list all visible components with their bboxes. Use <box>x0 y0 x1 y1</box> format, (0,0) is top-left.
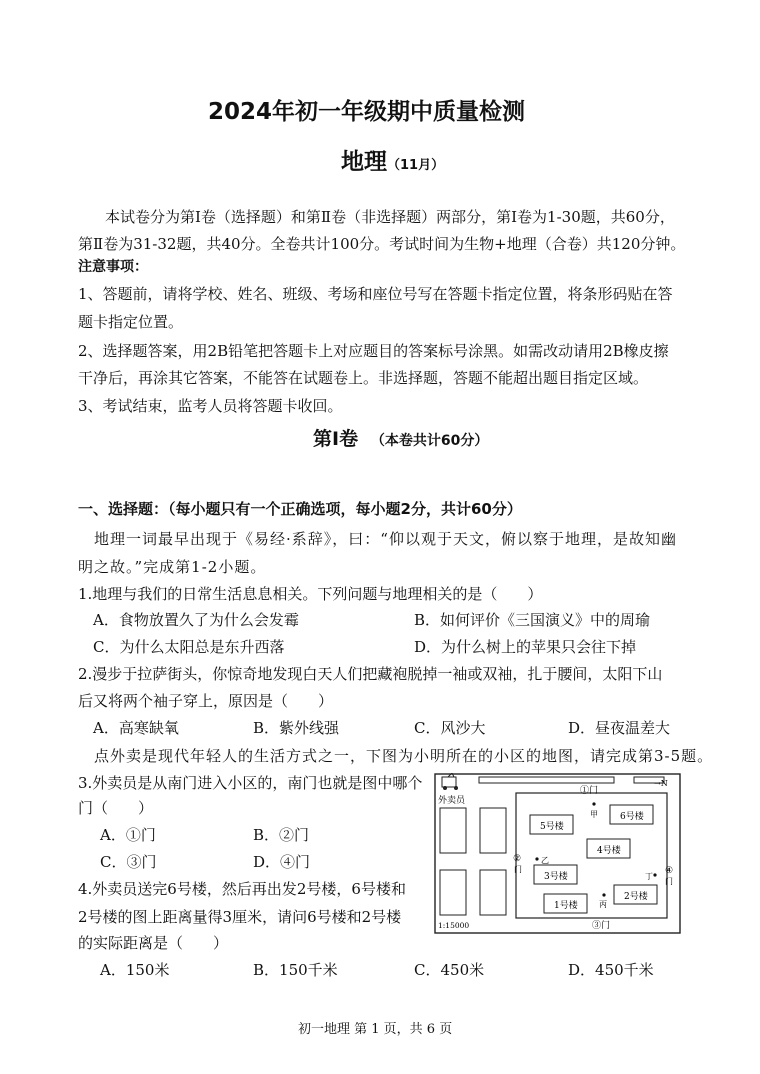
note-1a: 1、答题前，请将学校、姓名、班级、考场和座位号写在答题卡指定位置，将条形码贴在答 <box>78 285 673 303</box>
left-block-1 <box>440 808 466 853</box>
notes-heading: 注意事项： <box>78 259 148 275</box>
point-jia-dot <box>592 802 595 805</box>
q2-option-c: C．风沙大 <box>414 719 486 737</box>
note-2b: 干净后，再涂其它答案，不能答在试题卷上。非选择题，答题不能超出题目指定区域。 <box>78 369 649 387</box>
q3-stem-2: 门（ ） <box>78 799 154 817</box>
point-yi-dot <box>535 857 538 860</box>
intro-line-2: 第Ⅱ卷为31-32题，共40分。全卷共计100分。考试时间为生物+地理（合卷）共120分钟。 <box>78 235 686 253</box>
q3-option-c: C．③门 <box>100 853 157 871</box>
q4-stem-3: 的实际距离是（ ） <box>78 934 229 952</box>
section-title: 第Ⅰ卷 <box>313 428 359 450</box>
building-6-label: 6号楼 <box>620 812 644 822</box>
q2-option-b: B．紫外线强 <box>253 719 340 737</box>
q4-option-d: D．450千米 <box>568 961 654 979</box>
gate-1-label: ①门 <box>580 786 599 796</box>
building-2-label: 2号楼 <box>624 892 648 902</box>
q2-option-a: A．高寒缺氧 <box>93 719 179 737</box>
note-3: 3、考试结束，监考人员将答题卡收回。 <box>78 397 343 415</box>
q4-stem-2: 2号楼的图上距离量得3厘米，请问6号楼和2号楼 <box>78 908 402 926</box>
north-arrow: →N <box>654 779 668 788</box>
building-5-label: 5号楼 <box>540 822 564 832</box>
gate-3-label: ③门 <box>592 921 611 931</box>
q2-stem-1: 2.漫步于拉萨街头，你惊奇地发现白天人们把藏袍脱掉一袖或双袖，扎于腰间，太阳下山 <box>78 665 663 683</box>
point-ding-label: 丁 <box>645 872 653 881</box>
intro-line-1: 本试卷分为第Ⅰ卷（选择题）和第Ⅱ卷（非选择题）两部分，第Ⅰ卷为1-30题，共60分， <box>105 208 675 226</box>
q2-option-d: D．昼夜温差大 <box>568 719 671 737</box>
point-bing-dot <box>602 893 605 896</box>
subject-line <box>341 143 444 176</box>
q1-option-b: B．如何评价《三国演义》中的周瑜 <box>414 611 651 629</box>
top-wall-left <box>479 777 614 783</box>
q4-option-c: C．450米 <box>414 961 485 979</box>
part1-heading: 一、选择题：（每小题只有一个正确选项，每小题2分，共计60分） <box>78 500 522 518</box>
community-map <box>434 773 681 934</box>
section-heading <box>313 424 488 451</box>
building-4-label: 4号楼 <box>597 846 621 856</box>
point-yi-label: 乙 <box>541 856 549 865</box>
point-ding-dot <box>653 873 656 876</box>
q3-stem-1: 3.外卖员是从南门进入小区的，南门也就是图中哪个 <box>78 774 423 792</box>
q3-option-a: A．①门 <box>100 826 156 844</box>
passage2-line-1: 点外卖是现代年轻人的生活方式之一，下图为小明所在的小区的地图，请完成第3-5题。 <box>94 747 714 765</box>
note-2a: 2、选择题答案，用2B铅笔把答题卡上对应题目的答案标号涂黑。如需改动请用2B橡皮擦 <box>78 342 669 360</box>
q3-option-d: D．④门 <box>253 853 311 871</box>
gate-4-label: ④ <box>665 866 674 876</box>
exam-title: 2024年初一年级期中质量检测 <box>208 99 526 125</box>
section-subtitle: （本卷共计60分） <box>370 433 489 449</box>
q1-option-d: D．为什么树上的苹果只会往下掉 <box>414 638 637 656</box>
building-3-label: 3号楼 <box>544 872 568 882</box>
q2-stem-2: 后又将两个袖子穿上，原因是（ ） <box>78 692 334 710</box>
q1-stem: 1.地理与我们的日常生活息息相关。下列问题与地理相关的是（ ） <box>78 585 543 603</box>
q4-stem-1: 4.外卖员送完6号楼，然后再出发2号楼，6号楼和 <box>78 880 406 898</box>
left-block-3 <box>440 870 466 915</box>
gate-2-label: ② <box>513 854 522 864</box>
note-1b: 题卡指定位置。 <box>78 313 184 331</box>
passage1-line-1: 地理一词最早出现于《易经·系辞》，曰：“仰以观于天文，俯以察于地理，是故知幽 <box>94 530 677 548</box>
q1-option-a: A．食物放置久了为什么会发霉 <box>93 611 299 629</box>
subject-title: 地理 <box>341 149 387 175</box>
point-jia-label: 甲 <box>590 810 598 819</box>
page-footer: 初一地理 第 1 页，共 6 页 <box>298 1022 453 1037</box>
map-scale: 1:15000 <box>438 921 470 930</box>
courier-label: 外卖员 <box>438 796 466 806</box>
left-block-4 <box>480 870 506 915</box>
passage1-line-2: 明之故。”完成第1-2小题。 <box>78 558 267 576</box>
q4-option-b: B．150千米 <box>253 961 338 979</box>
q1-option-c: C．为什么太阳总是东升西落 <box>93 638 285 656</box>
left-block-2 <box>480 808 506 853</box>
q4-option-a: A．150米 <box>100 961 170 979</box>
subject-month: （11月） <box>387 158 445 173</box>
building-1-label: 1号楼 <box>554 901 578 911</box>
gate-2-label-b: 门 <box>514 865 522 874</box>
point-bing-label: 丙 <box>599 900 607 909</box>
gate-4-label-b: 门 <box>665 877 673 886</box>
q3-option-b: B．②门 <box>253 826 310 844</box>
